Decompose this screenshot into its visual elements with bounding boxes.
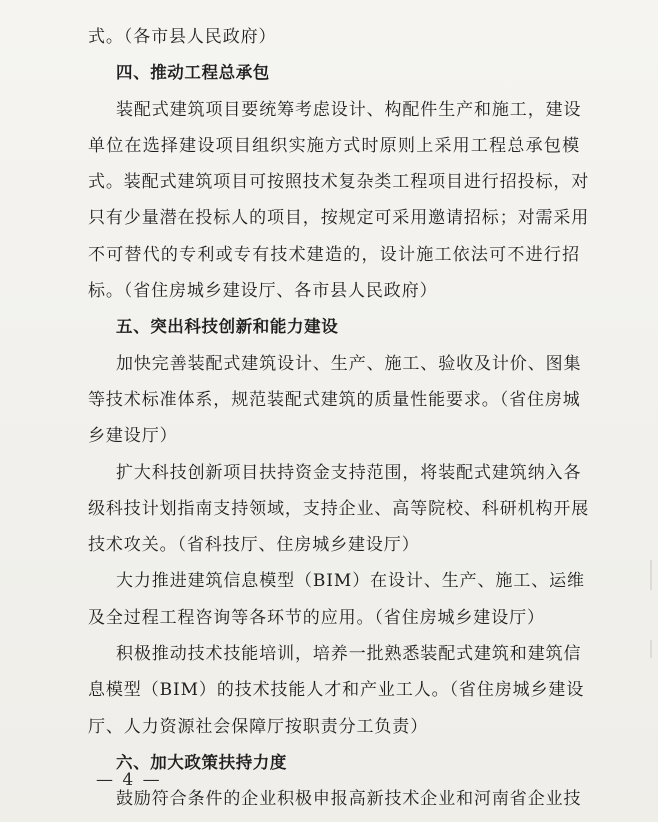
body-text-line: 大力推进建筑信息模型（BIM）在设计、生产、施工、运维 bbox=[116, 571, 585, 592]
body-text-line: 单位在选择建设项目组织实施方式时原则上采用工程总承包模 bbox=[88, 135, 580, 156]
section-heading: 四、推动工程总承包 bbox=[116, 63, 270, 83]
body-text-line: 标。（省住房城乡建设厅、各市县人民政府） bbox=[88, 281, 438, 302]
body-text-line: 厅、人力资源社会保障厅按职责分工负责） bbox=[88, 716, 429, 737]
page-number: — 4 — bbox=[96, 770, 162, 790]
body-text-line: 技术攻关。（省科技厅、住房城乡建设厅） bbox=[88, 535, 420, 556]
scan-artifact bbox=[650, 640, 652, 658]
body-text-line: 等技术标准体系，规范装配式建筑的质量性能要求。（省住房城 bbox=[88, 389, 581, 410]
scan-artifact bbox=[650, 560, 652, 590]
section-heading: 六、加大政策扶持力度 bbox=[116, 752, 287, 772]
body-text-line: 鼓励符合条件的企业积极申报高新技术企业和河南省企业技 bbox=[116, 789, 582, 810]
body-text-line: 装配式建筑项目要统筹考虑设计、构配件生产和施工，建设 bbox=[116, 99, 582, 120]
body-text-line: 级科技计划指南支持领域，支持企业、高等院校、科研机构开展 bbox=[88, 498, 590, 519]
body-text-line: 不可替代的专利或专有技术建造的，设计施工依法可不进行招 bbox=[88, 244, 580, 265]
body-text-line: 只有少量潜在投标人的项目，按规定可采用邀请招标；对需采用 bbox=[88, 208, 590, 229]
document-body bbox=[88, 19, 590, 818]
section-heading: 五、突出科技创新和能力建设 bbox=[116, 317, 339, 337]
body-text-line: 乡建设厅） bbox=[88, 426, 178, 447]
body-text-line: 扩大科技创新项目扶持资金支持范围，将装配式建筑纳入各 bbox=[116, 462, 582, 483]
body-text-line: 及全过程工程咨询等各环节的应用。（省住房城乡建设厅） bbox=[88, 607, 545, 628]
body-text-line: 式。（各市县人民政府） bbox=[88, 27, 277, 47]
body-text-line: 息模型（BIM）的技术技能人才和产业工人。（省住房城乡建设 bbox=[88, 680, 585, 701]
body-text-line: 式。装配式建筑项目可按照技术复杂类工程项目进行招投标，对 bbox=[88, 172, 590, 193]
body-text-line: 积极推动技术技能培训，培养一批熟悉装配式建筑和建筑信 bbox=[116, 644, 582, 665]
body-text-line: 加快完善装配式建筑设计、生产、施工、验收及计价、图集 bbox=[116, 353, 582, 374]
